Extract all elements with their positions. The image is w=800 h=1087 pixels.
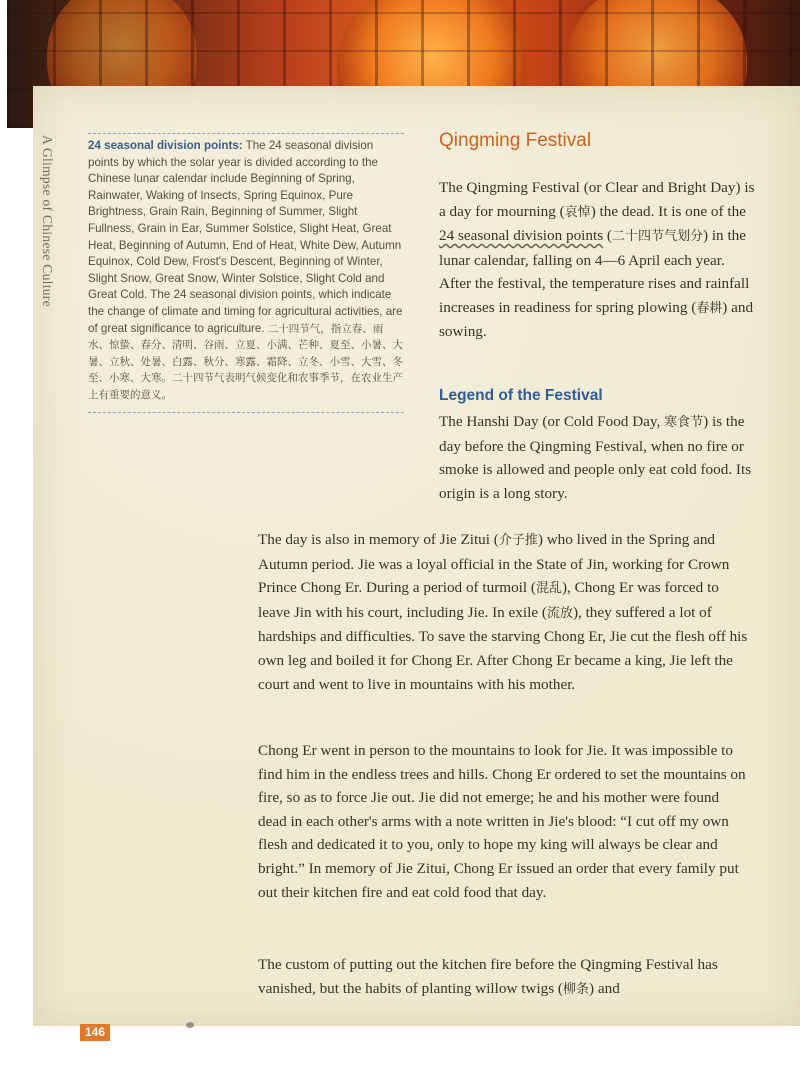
paragraph-qingming-intro: The Qingming Festival (or Clear and Bright Day) is a day for mourning (哀悼) the dead. It is one of the 24 seasonal division points (二十四节气划分) in the lunar calendar, falling on 4—6 April each year. After the festival, the temperature rises and rainfall increases in readiness for spring plowing (春耕) and sowing. (439, 179, 755, 340)
section-title-qingming: Qingming Festival (439, 130, 592, 151)
paragraph-jie-zitui: The day is also in memory of Jie Zitui (介子推) who lived in the Spring and Autumn period. Jie was a loyal official in the State of Jin, working for Crown Prince Chong Er. During a period of turmoil (混乱), Chong Er was forced to leave Jin with his court, including Jie. In exile (流放), they suffered a lot of hardships and difficulties. To save the starving Chong Er, Jie cut the flesh off his own leg and boiled it for Chong Er. After Chong Er became a king, Jie left the court and went to live in mountains with his mother. (258, 531, 748, 693)
ink-mark (186, 1022, 194, 1028)
paragraph-custom: The custom of putting out the kitchen fire before the Qingming Festival has vanished, but the habits of planting willow twigs (柳条) and (258, 956, 718, 997)
paragraph-chong-er: Chong Er went in person to the mountains to look for Jie. It was impossible to find him in the endless trees and hills. Chong Er ordered to set the mountains on fire, so as to force Jie out. Jie did not emerge; he and his mother were found dead in each other's arms with a note written in Jie's blood: “I cut off my own flesh and dedicated it to you, only to hope my king will always be clear and bright.” In memory of Jie Zitui, Chong Er issued an order that every family put out their kitchen fire and eat cold food that day. (258, 742, 746, 901)
glossary-link[interactable]: 24 seasonal division points (439, 227, 604, 244)
running-header-vertical: A Glimpse of Chinese Culture (40, 135, 55, 307)
glossary-chinese: 二十四节气，指立春、雨水、惊蛰、春分、清明、谷雨、立夏、小满、芒种、夏至、小暑、大暑、立秋、处暑、白露、秋分、寒露、霜降、立冬、小雪、大雪、冬至、小寒、大寒。二十四节气表明气候变化和农事季节，在农业生产上有重要的意义。 (88, 322, 403, 401)
glossary-note (88, 133, 404, 413)
page-number: 146 (80, 1024, 110, 1041)
section-title-legend: Legend of the Festival (439, 387, 603, 404)
glossary-text: The 24 seasonal division points by which the solar year is divided according to the Chinese lunar calendar include Beginning of Spring, Rainwater, Waking of Insects, Spring Equinox, Pure Brightness, Grain Rain, Beginning of Summer, Slight Fullness, Grain in Ear, Summer Solstice, Slight Heat, Great Heat, Beginning of Autumn, End of Heat, White Dew, Autumn Equinox, Cold Dew, Frost's Descent, Beginning of Winter, Slight Snow, Great Snow, Winter Solstice, Slight Cold and Great Cold. The 24 seasonal division points, which indicate the change of climate and timing for agricultural activities, are of great significance to agriculture. (88, 139, 403, 335)
paragraph-hanshi: The Hanshi Day (or Cold Food Day, 寒食节) is the day before the Qingming Festival, when no fire or smoke is allowed and people only eat cold food. Its origin is a long story. (439, 413, 752, 502)
glossary-term: 24 seasonal division points: (88, 139, 243, 152)
